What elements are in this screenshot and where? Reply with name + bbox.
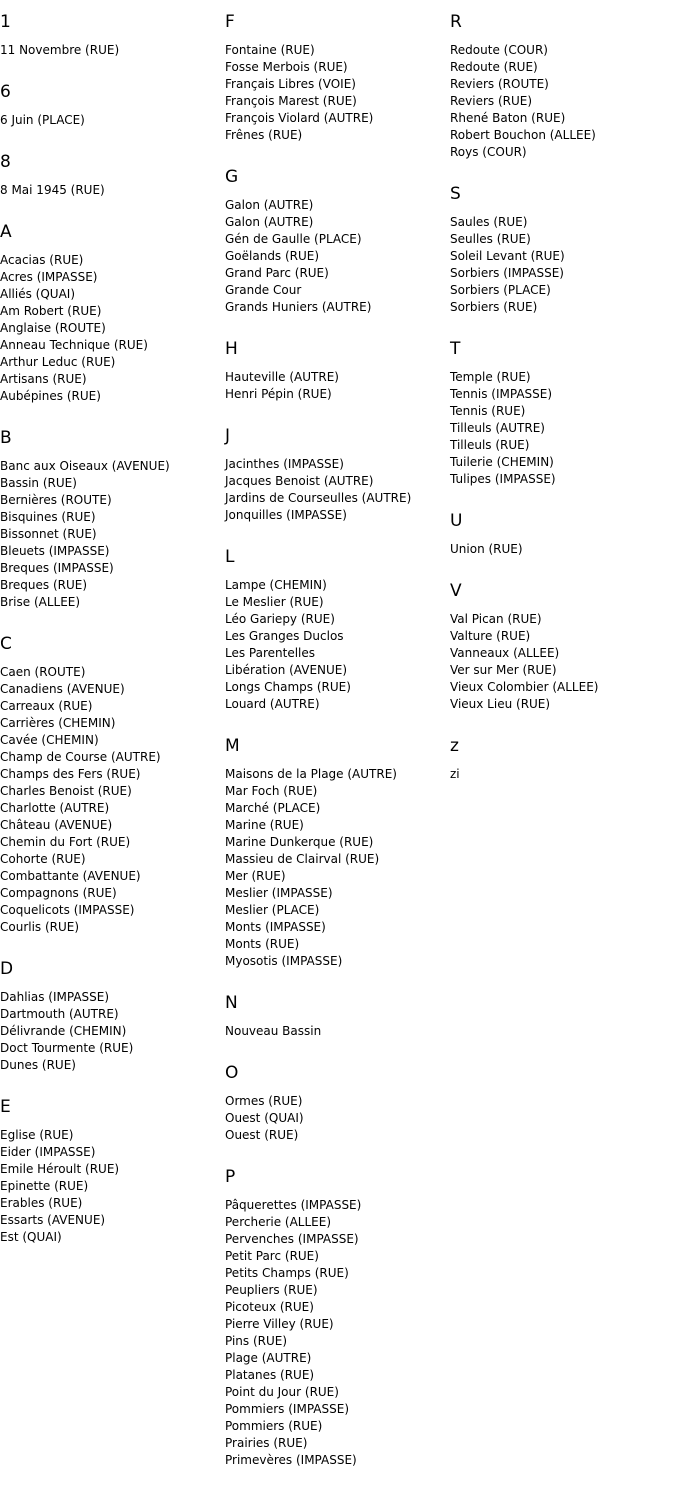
street-link-vieux-lieu-rue[interactable]: Vieux Lieu (RUE) xyxy=(450,697,551,711)
street-link-acacias-rue[interactable]: Acacias (RUE) xyxy=(0,253,84,267)
street-link-ouest-quai[interactable]: Ouest (QUAI) xyxy=(225,1111,304,1125)
street-link-vanneaux-allee[interactable]: Vanneaux (ALLEE) xyxy=(450,646,560,660)
street-link-les-parentelles[interactable]: Les Parentelles xyxy=(225,646,316,660)
street-link-valture-rue[interactable]: Valture (RUE) xyxy=(450,629,531,643)
street-link-tuilerie-chemin[interactable]: Tuilerie (CHEMIN) xyxy=(450,455,554,469)
letter-group-r xyxy=(450,12,675,161)
street-link-temple-rue[interactable]: Temple (RUE) xyxy=(450,370,531,384)
letter-group-u xyxy=(450,511,675,558)
street-link-hauteville-autre[interactable]: Hauteville (AUTRE) xyxy=(225,370,339,384)
street-link-marche-place[interactable]: Marché (PLACE) xyxy=(225,801,321,815)
street-link-fontaine-rue[interactable]: Fontaine (RUE) xyxy=(225,43,315,57)
letter-group-s xyxy=(450,184,675,316)
street-link-mer-rue[interactable]: Mer (RUE) xyxy=(225,869,286,883)
street-link-lampe-chemin[interactable]: Lampe (CHEMIN) xyxy=(225,578,327,592)
street-link-roys-cour[interactable]: Roys (COUR) xyxy=(450,145,527,159)
letter-group-6 xyxy=(0,82,225,129)
street-link-grands-huniers-autre[interactable]: Grands Huniers (AUTRE) xyxy=(225,300,372,314)
letter-group-a xyxy=(0,222,225,405)
street-link-peupliers-rue[interactable]: Peupliers (RUE) xyxy=(225,1283,318,1297)
street-link-val-pican-rue[interactable]: Val Pican (RUE) xyxy=(450,612,542,626)
street-link-caen-route[interactable]: Caen (ROUTE) xyxy=(0,665,86,679)
street-link-marine-rue[interactable]: Marine (RUE) xyxy=(225,818,304,832)
street-link-galon-autre[interactable]: Galon (AUTRE) xyxy=(225,215,314,229)
letter-group-v xyxy=(450,581,675,713)
letter-group-b xyxy=(0,428,225,611)
street-link-coquelicots-impasse[interactable]: Coquelicots (IMPASSE) xyxy=(0,903,135,917)
street-link-redoute-rue[interactable]: Redoute (RUE) xyxy=(450,60,538,74)
letter-heading: T xyxy=(450,339,461,359)
street-link-petit-parc-rue[interactable]: Petit Parc (RUE) xyxy=(225,1249,319,1263)
letter-group-f xyxy=(225,12,450,144)
street-link-banc-aux-oiseaux-avenue[interactable]: Banc aux Oiseaux (AVENUE) xyxy=(0,459,170,473)
letter-heading: z xyxy=(450,736,459,756)
street-link-meslier-place[interactable]: Meslier (PLACE) xyxy=(225,903,320,917)
street-link-charlotte-autre[interactable]: Charlotte (AUTRE) xyxy=(0,801,110,815)
letter-heading: U xyxy=(450,511,463,531)
street-link-pommiers-rue[interactable]: Pommiers (RUE) xyxy=(225,1419,323,1433)
letter-group-p xyxy=(225,1167,450,1469)
street-link-anneau-technique-rue[interactable]: Anneau Technique (RUE) xyxy=(0,338,148,352)
street-link-tennis-rue[interactable]: Tennis (RUE) xyxy=(450,404,526,418)
street-link-jacques-benoist-autre[interactable]: Jacques Benoist (AUTRE) xyxy=(225,474,374,488)
street-link-myosotis-impasse[interactable]: Myosotis (IMPASSE) xyxy=(225,954,343,968)
street-link-union-rue[interactable]: Union (RUE) xyxy=(450,542,523,556)
street-link-arthur-leduc-rue[interactable]: Arthur Leduc (RUE) xyxy=(0,355,116,369)
street-link-rhene-baton-rue[interactable]: Rhené Baton (RUE) xyxy=(450,111,566,125)
street-link-carreaux-rue[interactable]: Carreaux (RUE) xyxy=(0,699,93,713)
letter-group-o xyxy=(225,1063,450,1144)
street-link-tilleuls-rue[interactable]: Tilleuls (RUE) xyxy=(450,438,530,452)
street-link-epinette-rue[interactable]: Epinette (RUE) xyxy=(0,1179,89,1193)
street-link-cavee-chemin[interactable]: Cavée (CHEMIN) xyxy=(0,733,99,747)
street-link-monts-rue[interactable]: Monts (RUE) xyxy=(225,937,300,951)
letter-group-g xyxy=(225,167,450,316)
street-link-pins-rue[interactable]: Pins (RUE) xyxy=(225,1334,288,1348)
street-link-jacinthes-impasse[interactable]: Jacinthes (IMPASSE) xyxy=(225,457,344,471)
letter-heading: 6 xyxy=(0,82,11,102)
street-link-francois-marest-rue[interactable]: François Marest (RUE) xyxy=(225,94,357,108)
street-link-gen-de-gaulle-place[interactable]: Gén de Gaulle (PLACE) xyxy=(225,232,362,246)
street-link-percherie-allee[interactable]: Percherie (ALLEE) xyxy=(225,1215,332,1229)
street-link-reviers-route[interactable]: Reviers (ROUTE) xyxy=(450,77,549,91)
letter-heading: O xyxy=(225,1063,239,1083)
street-link-picoteux-rue[interactable]: Picoteux (RUE) xyxy=(225,1300,314,1314)
letter-group-h xyxy=(225,339,450,403)
letter-heading: H xyxy=(225,339,238,359)
letter-heading: M xyxy=(225,736,240,756)
street-link-point-du-jour-rue[interactable]: Point du Jour (RUE) xyxy=(225,1385,339,1399)
street-link-ormes-rue[interactable]: Ormes (RUE) xyxy=(225,1094,303,1108)
letter-heading: B xyxy=(0,428,12,448)
street-link-tilleuls-autre[interactable]: Tilleuls (AUTRE) xyxy=(450,421,545,435)
street-link-tennis-impasse[interactable]: Tennis (IMPASSE) xyxy=(450,387,553,401)
letter-heading: N xyxy=(225,993,238,1013)
letter-heading: P xyxy=(225,1167,236,1187)
street-link-emile-heroult-rue[interactable]: Emile Héroult (RUE) xyxy=(0,1162,120,1176)
letter-heading: J xyxy=(225,426,231,446)
street-link-breques-impasse[interactable]: Breques (IMPASSE) xyxy=(0,561,114,575)
street-link-breques-rue[interactable]: Breques (RUE) xyxy=(0,578,88,592)
street-link-bleuets-impasse[interactable]: Bleuets (IMPASSE) xyxy=(0,544,110,558)
street-link-paquerettes-impasse[interactable]: Pâquerettes (IMPASSE) xyxy=(225,1198,362,1212)
street-link-les-granges-duclos[interactable]: Les Granges Duclos xyxy=(225,629,344,643)
letter-heading: G xyxy=(225,167,239,187)
street-link-anglaise-route[interactable]: Anglaise (ROUTE) xyxy=(0,321,106,335)
street-link-courlis-rue[interactable]: Courlis (RUE) xyxy=(0,920,80,934)
street-link-compagnons-rue[interactable]: Compagnons (RUE) xyxy=(0,886,117,900)
letter-heading: D xyxy=(0,959,14,979)
street-link-doct-tourmente-rue[interactable]: Doct Tourmente (RUE) xyxy=(0,1041,134,1055)
letter-group-8 xyxy=(0,152,225,199)
street-column-1 xyxy=(0,0,225,1269)
street-link-prairies-rue[interactable]: Prairies (RUE) xyxy=(225,1436,308,1450)
street-link-canadiens-avenue[interactable]: Canadiens (AVENUE) xyxy=(0,682,125,696)
street-link-marine-dunkerque-rue[interactable]: Marine Dunkerque (RUE) xyxy=(225,835,374,849)
street-link-aubepines-rue[interactable]: Aubépines (RUE) xyxy=(0,389,101,403)
street-link-sorbiers-impasse[interactable]: Sorbiers (IMPASSE) xyxy=(450,266,564,280)
letter-heading: E xyxy=(0,1097,11,1117)
street-link-am-robert-rue[interactable]: Am Robert (RUE) xyxy=(0,304,102,318)
street-link-tulipes-impasse[interactable]: Tulipes (IMPASSE) xyxy=(450,472,556,486)
street-link-ouest-rue[interactable]: Ouest (RUE) xyxy=(225,1128,299,1142)
street-link-longs-champs-rue[interactable]: Longs Champs (RUE) xyxy=(225,680,351,694)
street-link-acres-impasse[interactable]: Acres (IMPASSE) xyxy=(0,270,98,284)
letter-heading: S xyxy=(450,184,461,204)
street-link-francais-libres-voie[interactable]: Français Libres (VOIE) xyxy=(225,77,356,91)
street-link-brise-allee[interactable]: Brise (ALLEE) xyxy=(0,595,81,609)
letter-group-1 xyxy=(0,12,225,59)
street-link-6-juin-place[interactable]: 6 Juin (PLACE) xyxy=(0,113,85,127)
letter-heading: L xyxy=(225,547,235,567)
street-link-8-mai-1945-rue[interactable]: 8 Mai 1945 (RUE) xyxy=(0,183,105,197)
street-link-liberation-avenue[interactable]: Libération (AVENUE) xyxy=(225,663,348,677)
letter-heading: A xyxy=(0,222,12,242)
street-link-petits-champs-rue[interactable]: Petits Champs (RUE) xyxy=(225,1266,349,1280)
street-link-robert-bouchon-allee[interactable]: Robert Bouchon (ALLEE) xyxy=(450,128,596,142)
street-link-cohorte-rue[interactable]: Cohorte (RUE) xyxy=(0,852,86,866)
street-link-soleil-levant-rue[interactable]: Soleil Levant (RUE) xyxy=(450,249,565,263)
street-link-11-novembre-rue[interactable]: 11 Novembre (RUE) xyxy=(0,43,120,57)
street-link-bisquines-rue[interactable]: Bisquines (RUE) xyxy=(0,510,96,524)
street-link-jardins-de-courseulles-autre[interactable]: Jardins de Courseulles (AUTRE) xyxy=(225,491,412,505)
street-link-artisans-rue[interactable]: Artisans (RUE) xyxy=(0,372,87,386)
street-link-ver-sur-mer-rue[interactable]: Ver sur Mer (RUE) xyxy=(450,663,557,677)
street-link-reviers-rue[interactable]: Reviers (RUE) xyxy=(450,94,533,108)
street-link-goelands-rue[interactable]: Goëlands (RUE) xyxy=(225,249,320,263)
street-link-carrieres-chemin[interactable]: Carrières (CHEMIN) xyxy=(0,716,116,730)
street-link-champ-de-course-autre[interactable]: Champ de Course (AUTRE) xyxy=(0,750,161,764)
street-link-essarts-avenue[interactable]: Essarts (AVENUE) xyxy=(0,1213,106,1227)
letter-heading: V xyxy=(450,581,462,601)
street-link-frenes-rue[interactable]: Frênes (RUE) xyxy=(225,128,303,142)
street-link-grande-cour[interactable]: Grande Cour xyxy=(225,283,302,297)
street-link-pierre-villey-rue[interactable]: Pierre Villey (RUE) xyxy=(225,1317,334,1331)
street-link-eglise-rue[interactable]: Eglise (RUE) xyxy=(0,1128,74,1142)
street-link-redoute-cour[interactable]: Redoute (COUR) xyxy=(450,43,548,57)
street-link-seulles-rue[interactable]: Seulles (RUE) xyxy=(450,232,531,246)
letter-group-n xyxy=(225,993,450,1040)
street-link-combattante-avenue[interactable]: Combattante (AVENUE) xyxy=(0,869,141,883)
street-link-jonquilles-impasse[interactable]: Jonquilles (IMPASSE) xyxy=(225,508,347,522)
street-link-sorbiers-rue[interactable]: Sorbiers (RUE) xyxy=(450,300,538,314)
street-link-bassin-rue[interactable]: Bassin (RUE) xyxy=(0,476,77,490)
letter-group-e xyxy=(0,1097,225,1246)
street-link-bernieres-route[interactable]: Bernières (ROUTE) xyxy=(0,493,112,507)
street-link-erables-rue[interactable]: Erables (RUE) xyxy=(0,1196,83,1210)
street-link-charles-benoist-rue[interactable]: Charles Benoist (RUE) xyxy=(0,784,132,798)
street-link-mar-foch-rue[interactable]: Mar Foch (RUE) xyxy=(225,784,318,798)
street-link-pervenches-impasse[interactable]: Pervenches (IMPASSE) xyxy=(225,1232,359,1246)
street-link-louard-autre[interactable]: Louard (AUTRE) xyxy=(225,697,320,711)
street-column-3 xyxy=(450,0,675,806)
letter-group-z xyxy=(450,736,675,783)
street-link-dahlias-impasse[interactable]: Dahlias (IMPASSE) xyxy=(0,990,110,1004)
street-link-primeveres-impasse[interactable]: Primevères (IMPASSE) xyxy=(225,1453,357,1467)
street-link-fosse-merbois-rue[interactable]: Fosse Merbois (RUE) xyxy=(225,60,348,74)
street-link-dunes-rue[interactable]: Dunes (RUE) xyxy=(0,1058,76,1072)
street-link-delivrande-chemin[interactable]: Délivrande (CHEMIN) xyxy=(0,1024,127,1038)
letter-group-d xyxy=(0,959,225,1074)
letter-heading: 1 xyxy=(0,12,11,32)
letter-heading: F xyxy=(225,12,235,32)
letter-group-j xyxy=(225,426,450,524)
street-column-2 xyxy=(225,0,450,1492)
street-link-champs-des-fers-rue[interactable]: Champs des Fers (RUE) xyxy=(0,767,141,781)
street-link-le-meslier-rue[interactable]: Le Meslier (RUE) xyxy=(225,595,324,609)
street-link-massieu-de-clairval-rue[interactable]: Massieu de Clairval (RUE) xyxy=(225,852,380,866)
street-link-henri-pepin-rue[interactable]: Henri Pépin (RUE) xyxy=(225,387,332,401)
street-link-leo-gariepy-rue[interactable]: Léo Gariepy (RUE) xyxy=(225,612,335,626)
street-link-saules-rue[interactable]: Saules (RUE) xyxy=(450,215,528,229)
letter-heading: R xyxy=(450,12,462,32)
street-link-meslier-impasse[interactable]: Meslier (IMPASSE) xyxy=(225,886,333,900)
letter-group-t xyxy=(450,339,675,488)
street-link-vieux-colombier-allee[interactable]: Vieux Colombier (ALLEE) xyxy=(450,680,599,694)
street-link-nouveau-bassin[interactable]: Nouveau Bassin xyxy=(225,1024,322,1038)
street-link-chemin-du-fort-rue[interactable]: Chemin du Fort (RUE) xyxy=(0,835,131,849)
street-link-chateau-avenue[interactable]: Château (AVENUE) xyxy=(0,818,113,832)
street-link-monts-impasse[interactable]: Monts (IMPASSE) xyxy=(225,920,326,934)
street-link-galon-autre[interactable]: Galon (AUTRE) xyxy=(225,198,314,212)
letter-group-c xyxy=(0,634,225,936)
street-link-sorbiers-place[interactable]: Sorbiers (PLACE) xyxy=(450,283,551,297)
letter-heading: 8 xyxy=(0,152,11,172)
street-link-maisons-de-la-plage-autre[interactable]: Maisons de la Plage (AUTRE) xyxy=(225,767,397,781)
street-link-plage-autre[interactable]: Plage (AUTRE) xyxy=(225,1351,312,1365)
street-link-grand-parc-rue[interactable]: Grand Parc (RUE) xyxy=(225,266,329,280)
street-link-platanes-rue[interactable]: Platanes (RUE) xyxy=(225,1368,315,1382)
street-link-zi[interactable]: zi xyxy=(450,767,460,781)
street-link-est-quai[interactable]: Est (QUAI) xyxy=(0,1230,62,1244)
street-link-dartmouth-autre[interactable]: Dartmouth (AUTRE) xyxy=(0,1007,119,1021)
street-link-francois-violard-autre[interactable]: François Violard (AUTRE) xyxy=(225,111,374,125)
street-link-pommiers-impasse[interactable]: Pommiers (IMPASSE) xyxy=(225,1402,349,1416)
street-link-eider-impasse[interactable]: Eider (IMPASSE) xyxy=(0,1145,96,1159)
street-link-allies-quai[interactable]: Alliés (QUAI) xyxy=(0,287,75,301)
letter-group-m xyxy=(225,736,450,970)
letter-group-l xyxy=(225,547,450,713)
letter-heading: C xyxy=(0,634,12,654)
street-link-bissonnet-rue[interactable]: Bissonnet (RUE) xyxy=(0,527,97,541)
